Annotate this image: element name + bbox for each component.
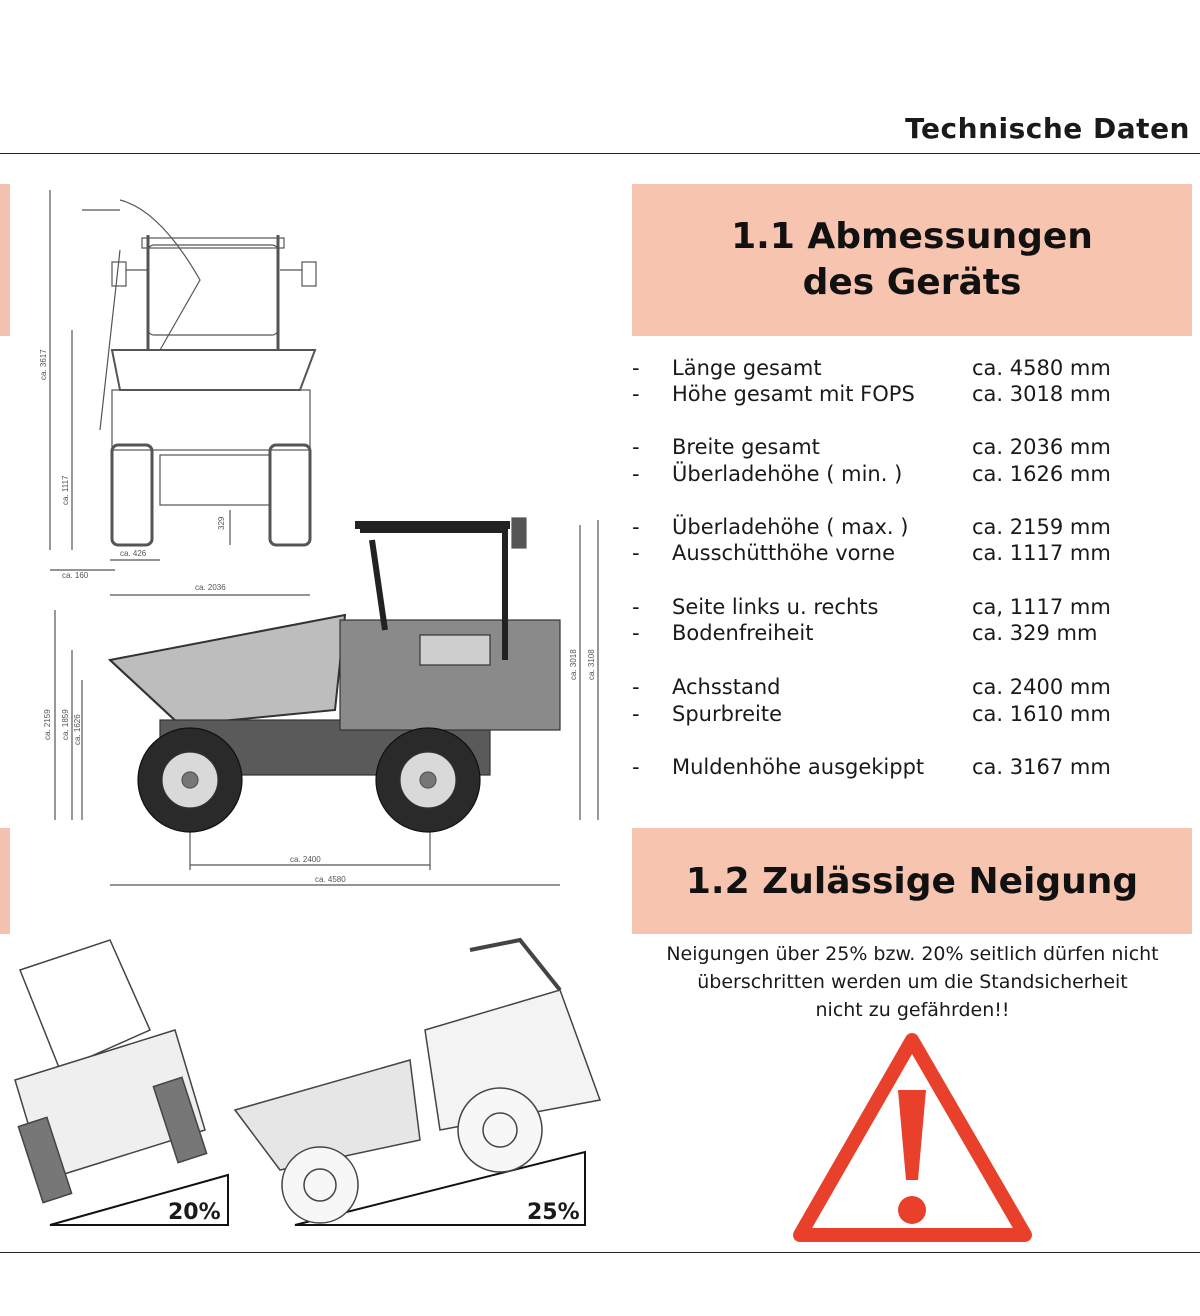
spec-value: ca. 4580 mm — [972, 356, 1111, 380]
footer-divider — [0, 1252, 1200, 1253]
spec-row — [632, 621, 1192, 647]
spec-dash: - — [632, 621, 640, 645]
spec-label: Höhe gesamt mit FOPS — [672, 382, 915, 406]
spec-value: ca. 3167 mm — [972, 755, 1111, 779]
spec-label: Spurbreite — [672, 702, 783, 726]
spec-value: ca. 3018 mm — [972, 382, 1111, 406]
spec-row — [632, 462, 1192, 488]
spec-label: Bodenfreiheit — [672, 621, 814, 645]
spec-label: Ausschütthöhe vorne — [672, 541, 896, 565]
dimension-label: ca. 2036 — [195, 583, 226, 592]
spec-row — [632, 541, 1192, 567]
section-title-dimensions — [632, 184, 1192, 336]
spec-dash: - — [632, 462, 640, 486]
slope-drawings — [0, 930, 610, 1235]
dimension-label: ca. 3018 — [569, 649, 578, 680]
warning-line: überschritten werden um die Standsicherheit — [697, 971, 1128, 993]
spec-row — [632, 435, 1192, 461]
spec-row — [632, 515, 1192, 541]
dimension-label: ca. 4580 — [315, 875, 346, 884]
spec-dash: - — [632, 435, 640, 459]
spec-label: Länge gesamt — [672, 356, 822, 380]
spec-dash: - — [632, 541, 640, 565]
section-title-line2: des Geräts — [802, 262, 1022, 303]
dimension-label: ca. 426 — [120, 549, 147, 558]
header-divider — [0, 153, 1200, 154]
warning-triangle-icon — [790, 1030, 1035, 1245]
dimension-label: ca. 2159 — [43, 709, 52, 740]
spec-row — [632, 755, 1192, 781]
spec-dash: - — [632, 595, 640, 619]
spec-value: ca. 2159 mm — [972, 515, 1111, 539]
spec-value: ca. 2400 mm — [972, 675, 1111, 699]
spec-value: ca. 1610 mm — [972, 702, 1111, 726]
dimension-label: ca. 1117 — [61, 475, 70, 505]
dimension-label: 329 — [217, 516, 226, 530]
slope-label-20: 20% — [168, 1200, 221, 1225]
spec-dash: - — [632, 515, 640, 539]
spec-row — [632, 675, 1192, 701]
dimension-label: ca. 1626 — [73, 714, 82, 745]
spec-row — [632, 382, 1192, 408]
slope-label-25: 25% — [527, 1200, 580, 1225]
dimension-label: ca. 3108 — [587, 649, 596, 680]
spec-label: Überladehöhe ( max. ) — [672, 515, 909, 539]
dimension-label: ca. 160 — [62, 571, 89, 580]
spec-value: ca. 2036 mm — [972, 435, 1111, 459]
dimension-label: ca. 1859 — [61, 709, 70, 740]
spec-row — [632, 356, 1192, 382]
spec-row — [632, 595, 1192, 621]
dumper-technical-drawing — [0, 180, 610, 910]
spec-dash: - — [632, 702, 640, 726]
warning-line: Neigungen über 25% bzw. 20% seitlich dürfen nicht — [666, 943, 1159, 965]
section-title-line1: 1.1 Abmessungen — [731, 216, 1093, 257]
warning-line: nicht zu gefährden!! — [815, 999, 1010, 1021]
spec-value: ca, 1117 mm — [972, 595, 1111, 619]
warning-text — [640, 940, 1185, 1024]
spec-value: ca. 1626 mm — [972, 462, 1111, 486]
spec-label: Überladehöhe ( min. ) — [672, 462, 903, 486]
spec-dash: - — [632, 675, 640, 699]
spec-dash: - — [632, 382, 640, 406]
page-title: Technische Daten — [905, 112, 1190, 145]
spec-label: Seite links u. rechts — [672, 595, 879, 619]
spec-label: Muldenhöhe ausgekippt — [672, 755, 925, 779]
section-title-slope: 1.2 Zulässige Neigung — [632, 828, 1192, 934]
spec-label: Achsstand — [672, 675, 781, 699]
spec-dash: - — [632, 755, 640, 779]
spec-value: ca. 329 mm — [972, 621, 1098, 645]
dimension-label: ca. 3617 — [39, 349, 48, 380]
dimension-label: ca. 2400 — [290, 855, 321, 864]
spec-dash: - — [632, 356, 640, 380]
spec-row — [632, 702, 1192, 728]
spec-label: Breite gesamt — [672, 435, 820, 459]
spec-value: ca. 1117 mm — [972, 541, 1111, 565]
